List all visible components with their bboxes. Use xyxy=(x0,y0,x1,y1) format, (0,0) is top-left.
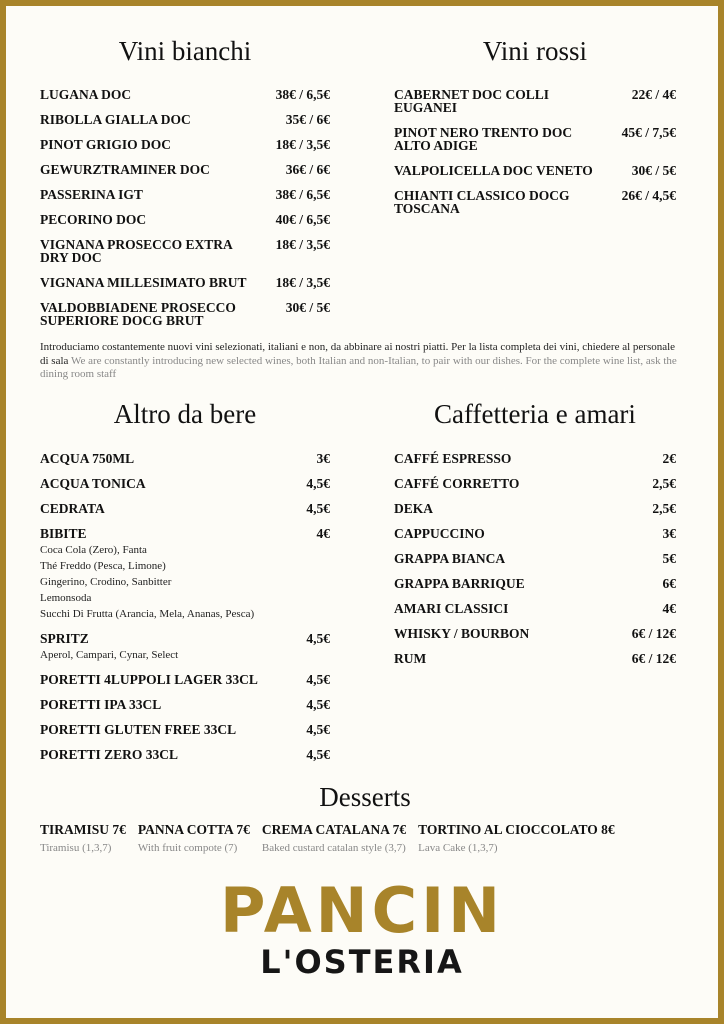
dessert-desc: With fruit compote (7) xyxy=(137,842,238,854)
item-name: PORETTI GLUTEN FREE 33CL xyxy=(40,722,237,737)
menu-item xyxy=(40,188,330,201)
logo-subtitle: L'OSTERIA xyxy=(260,943,464,981)
item-name: CAPPUCCINO xyxy=(394,526,485,541)
item-price: 38€ / 6,5€ xyxy=(275,87,330,102)
menu-item xyxy=(40,698,330,711)
menu-item xyxy=(40,502,330,515)
dessert-item xyxy=(262,822,406,854)
item-name: RUM xyxy=(394,651,427,666)
menu-item xyxy=(394,88,676,114)
menu-item xyxy=(394,189,676,215)
menu-item xyxy=(40,673,330,686)
menu-item xyxy=(40,748,330,761)
menu-item xyxy=(40,276,330,289)
item-price: 35€ / 6€ xyxy=(285,112,330,127)
menu-item xyxy=(40,632,330,645)
item-detail: Coca Cola (Zero), Fanta xyxy=(40,544,147,556)
item-price: 30€ / 5€ xyxy=(285,300,330,315)
dessert-item xyxy=(138,822,250,854)
item-price: 38€ / 6,5€ xyxy=(275,187,330,202)
item-price: 18€ / 3,5€ xyxy=(275,237,330,252)
item-price: 4,5€ xyxy=(306,747,330,762)
section-caffetteria xyxy=(394,399,676,677)
item-price: 4,5€ xyxy=(306,631,330,646)
menu-item xyxy=(394,577,676,590)
item-price: 4,5€ xyxy=(306,501,330,516)
item-name: CAFFÉ CORRETTO xyxy=(394,476,520,491)
item-name: VALPOLICELLA DOC VENETO xyxy=(394,163,593,178)
item-name: ACQUA 750ML xyxy=(40,451,135,466)
section-title: Caffetteria e amari xyxy=(434,399,636,429)
section-vini-bianchi xyxy=(40,36,330,339)
wine-note xyxy=(40,341,680,382)
section-title: Desserts xyxy=(319,782,411,812)
menu-item xyxy=(394,164,676,177)
item-name: CHIANTI CLASSICO DOCG TOSCANA xyxy=(394,188,570,216)
item-price: 26€ / 4,5€ xyxy=(621,188,676,203)
item-price: 5€ xyxy=(662,551,676,566)
menu-item xyxy=(394,552,676,565)
item-name: WHISKY / BOURBON xyxy=(394,626,530,641)
section-desserts xyxy=(40,782,690,854)
item-details xyxy=(40,647,330,663)
item-price: 4,5€ xyxy=(306,722,330,737)
menu-item xyxy=(40,88,330,101)
menu-item xyxy=(40,138,330,151)
item-price: 3€ xyxy=(662,526,676,541)
menu-item xyxy=(394,477,676,490)
item-name: PORETTI IPA 33CL xyxy=(40,697,162,712)
menu-item xyxy=(394,527,676,540)
menu-item xyxy=(40,113,330,126)
item-name: PECORINO DOC xyxy=(40,212,147,227)
menu-item xyxy=(40,238,330,264)
item-name: VALDOBBIADENE PROSECCO SUPERIORE DOCG BRUT xyxy=(40,300,236,328)
item-name: ACQUA TONICA xyxy=(40,476,146,491)
menu-item xyxy=(40,452,330,465)
item-name: VIGNANA MILLESIMATO BRUT xyxy=(40,275,247,290)
item-details xyxy=(40,542,330,622)
item-name: PORETTI 4LUPPOLI LAGER 33CL xyxy=(40,672,258,687)
item-price: 4€ xyxy=(316,526,330,541)
item-name: VIGNANA PROSECCO EXTRA DRY DOC xyxy=(40,237,233,265)
dessert-item xyxy=(418,822,614,854)
menu-item xyxy=(394,602,676,615)
item-name: SPRITZ xyxy=(40,631,89,646)
item-name: GRAPPA BIANCA xyxy=(394,551,506,566)
item-name: CEDRATA xyxy=(40,501,105,516)
menu-item xyxy=(40,723,330,736)
menu-item xyxy=(40,477,330,490)
item-price: 4,5€ xyxy=(306,476,330,491)
item-name: BIBITE xyxy=(40,526,87,541)
menu-item xyxy=(40,213,330,226)
item-name: GRAPPA BARRIQUE xyxy=(394,576,525,591)
item-price: 2,5€ xyxy=(652,476,676,491)
item-price: 4€ xyxy=(662,601,676,616)
note-italian: Introduciamo costantemente nuovi vini selezionati, italiani e non, da abbinare ai nostri piatti. Per la lista completa dei vini, chiedere al personale di sala xyxy=(40,341,676,367)
dessert-name: PANNA COTTA 7€ xyxy=(137,822,250,837)
item-price: 3€ xyxy=(316,451,330,466)
item-price: 6€ / 12€ xyxy=(631,626,676,641)
dessert-desc: Baked custard catalan style (3,7) xyxy=(261,842,406,854)
note-english: We are constantly introducing new selected wines, both Italian and non-Italian, to pair with our dishes. For the complete wine list, ask the dining room staff xyxy=(40,354,677,380)
menu-item xyxy=(394,502,676,515)
dessert-name: CREMA CATALANA 7€ xyxy=(261,822,407,837)
menu-item xyxy=(40,301,330,327)
menu-page xyxy=(6,6,718,1018)
item-name: AMARI CLASSICI xyxy=(394,601,509,616)
item-name: RIBOLLA GIALLA DOC xyxy=(40,112,191,127)
item-name: DEKA xyxy=(394,501,434,516)
item-price: 2,5€ xyxy=(652,501,676,516)
logo-name: PANCIN xyxy=(219,874,505,947)
item-name: PASSERINA IGT xyxy=(40,187,143,202)
item-name: CAFFÉ ESPRESSO xyxy=(394,451,512,466)
item-price: 30€ / 5€ xyxy=(631,163,676,178)
item-price: 4,5€ xyxy=(306,672,330,687)
item-price: 6€ xyxy=(662,576,676,591)
menu-item xyxy=(40,527,330,540)
item-price: 36€ / 6€ xyxy=(285,162,330,177)
item-name: LUGANA DOC xyxy=(40,87,132,102)
item-price: 18€ / 3,5€ xyxy=(275,137,330,152)
dessert-name: TIRAMISU 7€ xyxy=(40,822,126,837)
item-price: 18€ / 3,5€ xyxy=(275,275,330,290)
dessert-desc: Tiramisu (1,3,7) xyxy=(40,842,112,854)
item-name: PORETTI ZERO 33CL xyxy=(40,747,179,762)
item-price: 2€ xyxy=(662,451,676,466)
item-detail: Succhi Di Frutta (Arancia, Mela, Ananas, Pesca) xyxy=(40,608,255,620)
menu-item xyxy=(394,652,676,665)
section-vini-rossi xyxy=(394,36,676,227)
item-detail: Gingerino, Crodino, Sanbitter xyxy=(40,576,172,588)
section-title: Altro da bere xyxy=(113,399,257,429)
item-name: PINOT GRIGIO DOC xyxy=(40,137,172,152)
menu-item xyxy=(394,627,676,640)
section-altro-da-bere xyxy=(40,399,330,773)
dessert-name: TORTINO AL CIOCCOLATO 8€ xyxy=(418,822,615,837)
item-name: PINOT NERO TRENTO DOC ALTO ADIGE xyxy=(394,125,573,153)
item-name: CABERNET DOC COLLI EUGANEI xyxy=(394,87,550,115)
menu-item xyxy=(394,452,676,465)
item-name: GEWURZTRAMINER DOC xyxy=(40,162,210,177)
item-price: 22€ / 4€ xyxy=(631,87,676,102)
logo xyxy=(6,874,718,981)
item-price: 40€ / 6,5€ xyxy=(275,212,330,227)
dessert-desc: Lava Cake (1,3,7) xyxy=(418,842,498,854)
item-price: 45€ / 7,5€ xyxy=(621,125,676,140)
section-title: Vini bianchi xyxy=(118,36,252,66)
item-price: 6€ / 12€ xyxy=(631,651,676,666)
item-detail: Thé Freddo (Pesca, Limone) xyxy=(40,560,166,572)
item-price: 4,5€ xyxy=(306,697,330,712)
dessert-item xyxy=(40,822,126,854)
item-detail: Aperol, Campari, Cynar, Select xyxy=(40,649,179,661)
item-detail: Lemonsoda xyxy=(40,592,92,604)
section-title: Vini rossi xyxy=(482,36,588,66)
menu-item xyxy=(394,126,676,152)
menu-item xyxy=(40,163,330,176)
